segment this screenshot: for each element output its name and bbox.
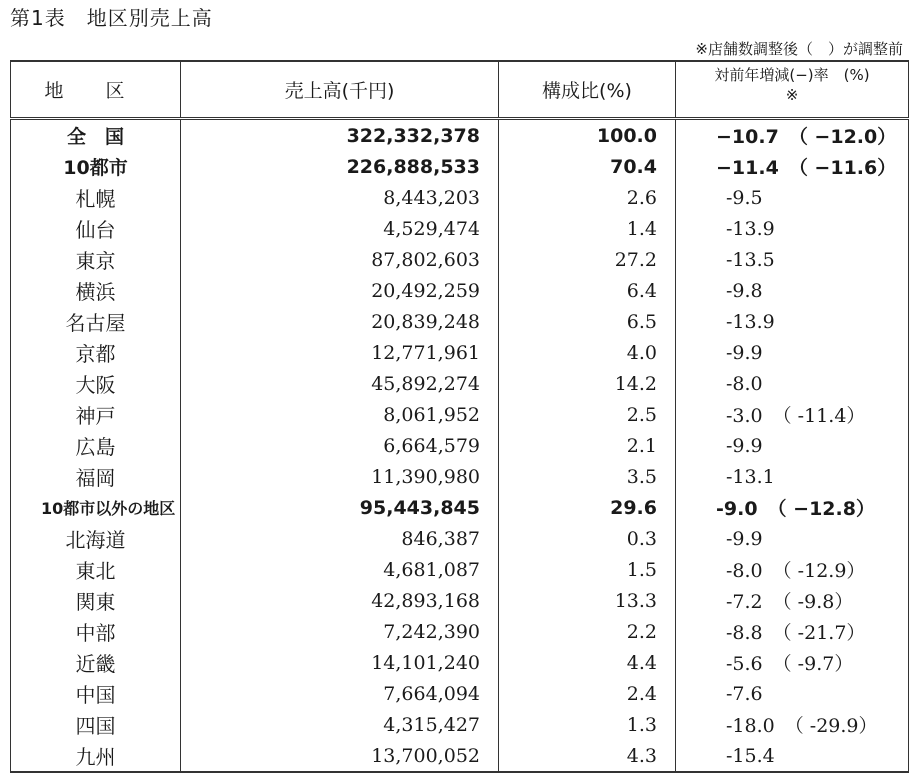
adjusted-change-value: （ -9.7） (772, 653, 854, 675)
table-body (11, 119, 909, 773)
header-share: 構成比(%) (499, 61, 676, 119)
sales-cell: 322,332,378 (181, 119, 499, 152)
header-change-mark: ※ (785, 86, 799, 104)
change-value: −10.7 (716, 126, 779, 148)
table-header-row (11, 61, 909, 119)
change-value: -13.1 (726, 465, 775, 488)
adjusted-change-value: （ -9.8） (772, 591, 854, 613)
region-cell: 神戸 (11, 399, 181, 430)
sales-cell: 8,061,952 (181, 399, 499, 430)
share-cell: 6.4 (499, 275, 676, 306)
sales-cell: 13,700,052 (181, 740, 499, 772)
share-cell: 2.5 (499, 399, 676, 430)
adjusted-change-value: （ −11.6） (788, 157, 897, 179)
share-cell: 13.3 (499, 585, 676, 616)
sales-cell: 846,387 (181, 523, 499, 554)
region-cell: 近畿 (11, 647, 181, 678)
share-cell: 4.4 (499, 647, 676, 678)
sales-cell: 42,893,168 (181, 585, 499, 616)
table-row (11, 182, 909, 213)
change-cell (676, 368, 909, 399)
table-row (11, 585, 909, 616)
change-cell (676, 213, 909, 244)
change-cell (676, 492, 909, 523)
region-cell: 横浜 (11, 275, 181, 306)
share-cell: 2.6 (499, 182, 676, 213)
change-value: -3.0 (726, 405, 763, 427)
region-cell: 札幌 (11, 182, 181, 213)
table-row (11, 678, 909, 709)
region-cell: 10都市以外の地区 (11, 492, 181, 523)
region-cell: 九州 (11, 740, 181, 772)
change-cell (676, 616, 909, 647)
table-row (11, 616, 909, 647)
table-row (11, 119, 909, 152)
share-cell: 14.2 (499, 368, 676, 399)
change-value: -9.9 (726, 434, 763, 457)
region-cell: 北海道 (11, 523, 181, 554)
sales-by-region-table (10, 60, 909, 773)
change-cell (676, 678, 909, 709)
sales-cell: 4,315,427 (181, 709, 499, 740)
change-value: -15.4 (726, 744, 775, 767)
region-cell: 福岡 (11, 461, 181, 492)
share-cell: 2.2 (499, 616, 676, 647)
change-cell (676, 709, 909, 740)
share-cell: 2.4 (499, 678, 676, 709)
region-cell: 中国 (11, 678, 181, 709)
table-row (11, 740, 909, 772)
sales-cell: 95,443,845 (181, 492, 499, 523)
change-value: -18.0 (726, 715, 775, 737)
share-cell: 1.4 (499, 213, 676, 244)
share-cell: 4.3 (499, 740, 676, 772)
change-value: -13.9 (726, 217, 775, 240)
table-row (11, 430, 909, 461)
adjusted-change-value: （ -11.4） (772, 405, 866, 427)
sales-cell: 226,888,533 (181, 151, 499, 182)
region-cell: 全 国 (11, 119, 181, 152)
table-row (11, 647, 909, 678)
sales-cell: 7,664,094 (181, 678, 499, 709)
share-cell: 0.3 (499, 523, 676, 554)
region-cell: 京都 (11, 337, 181, 368)
share-cell: 70.4 (499, 151, 676, 182)
change-value: -5.6 (726, 653, 763, 675)
sales-cell: 45,892,274 (181, 368, 499, 399)
share-cell: 6.5 (499, 306, 676, 337)
change-cell (676, 182, 909, 213)
table-row (11, 399, 909, 430)
change-cell (676, 119, 909, 152)
change-value: -13.9 (726, 310, 775, 333)
share-cell: 100.0 (499, 119, 676, 152)
table-row (11, 554, 909, 585)
change-value: -9.9 (726, 527, 763, 550)
header-sales: 売上高(千円) (181, 61, 499, 119)
share-cell: 2.1 (499, 430, 676, 461)
change-cell (676, 244, 909, 275)
table-row (11, 523, 909, 554)
page-title: 第1表 地区別売上高 (10, 6, 213, 30)
sales-cell: 8,443,203 (181, 182, 499, 213)
table-row (11, 213, 909, 244)
change-cell (676, 399, 909, 430)
sales-cell: 4,529,474 (181, 213, 499, 244)
region-cell: 仙台 (11, 213, 181, 244)
header-region: 地区 (11, 61, 181, 119)
change-value: -8.0 (726, 372, 763, 395)
change-cell (676, 554, 909, 585)
change-value: -8.8 (726, 622, 763, 644)
change-cell (676, 306, 909, 337)
share-cell: 3.5 (499, 461, 676, 492)
change-value: -9.5 (726, 186, 763, 209)
table-row (11, 306, 909, 337)
change-cell (676, 523, 909, 554)
adjusted-change-value: （ -12.9） (772, 560, 866, 582)
change-cell (676, 275, 909, 306)
change-value: −11.4 (716, 157, 779, 179)
sales-cell: 20,492,259 (181, 275, 499, 306)
region-cell: 東京 (11, 244, 181, 275)
sales-cell: 4,681,087 (181, 554, 499, 585)
region-cell: 名古屋 (11, 306, 181, 337)
sales-cell: 20,839,248 (181, 306, 499, 337)
share-cell: 29.6 (499, 492, 676, 523)
region-cell: 関東 (11, 585, 181, 616)
change-value: -7.2 (726, 591, 763, 613)
table-row (11, 368, 909, 399)
share-cell: 1.5 (499, 554, 676, 585)
change-cell (676, 337, 909, 368)
change-cell (676, 647, 909, 678)
change-cell (676, 740, 909, 772)
region-cell: 10都市 (11, 151, 181, 182)
sales-cell: 87,802,603 (181, 244, 499, 275)
share-cell: 27.2 (499, 244, 676, 275)
change-value: -9.9 (726, 341, 763, 364)
sales-cell: 11,390,980 (181, 461, 499, 492)
sales-cell: 7,242,390 (181, 616, 499, 647)
change-value: -9.8 (726, 279, 763, 302)
sales-cell: 14,101,240 (181, 647, 499, 678)
sales-cell: 12,771,961 (181, 337, 499, 368)
share-cell: 1.3 (499, 709, 676, 740)
table-row (11, 337, 909, 368)
table-row (11, 461, 909, 492)
adjusted-change-value: （ −12.0） (788, 126, 897, 148)
adjusted-change-value: （ -21.7） (772, 622, 866, 644)
change-value: -13.5 (726, 248, 775, 271)
table-row (11, 151, 909, 182)
sales-cell: 6,664,579 (181, 430, 499, 461)
change-value: -8.0 (726, 560, 763, 582)
region-cell: 中部 (11, 616, 181, 647)
change-value: -9.0 (716, 498, 758, 520)
table-row (11, 275, 909, 306)
region-cell: 広島 (11, 430, 181, 461)
region-cell: 大阪 (11, 368, 181, 399)
adjustment-note: ※店舗数調整後（ ）が調整前 (695, 40, 903, 58)
header-change (676, 61, 909, 119)
header-change-label: 対前年増減(−)率 (%) (714, 66, 870, 84)
table-row (11, 709, 909, 740)
change-cell (676, 461, 909, 492)
change-cell (676, 430, 909, 461)
change-cell (676, 585, 909, 616)
change-cell (676, 151, 909, 182)
region-cell: 四国 (11, 709, 181, 740)
change-value: -7.6 (726, 682, 763, 705)
share-cell: 4.0 (499, 337, 676, 368)
region-cell: 東北 (11, 554, 181, 585)
table-row (11, 492, 909, 523)
adjusted-change-value: （ −12.8） (767, 498, 875, 520)
table-row (11, 244, 909, 275)
adjusted-change-value: （ -29.9） (784, 715, 878, 737)
